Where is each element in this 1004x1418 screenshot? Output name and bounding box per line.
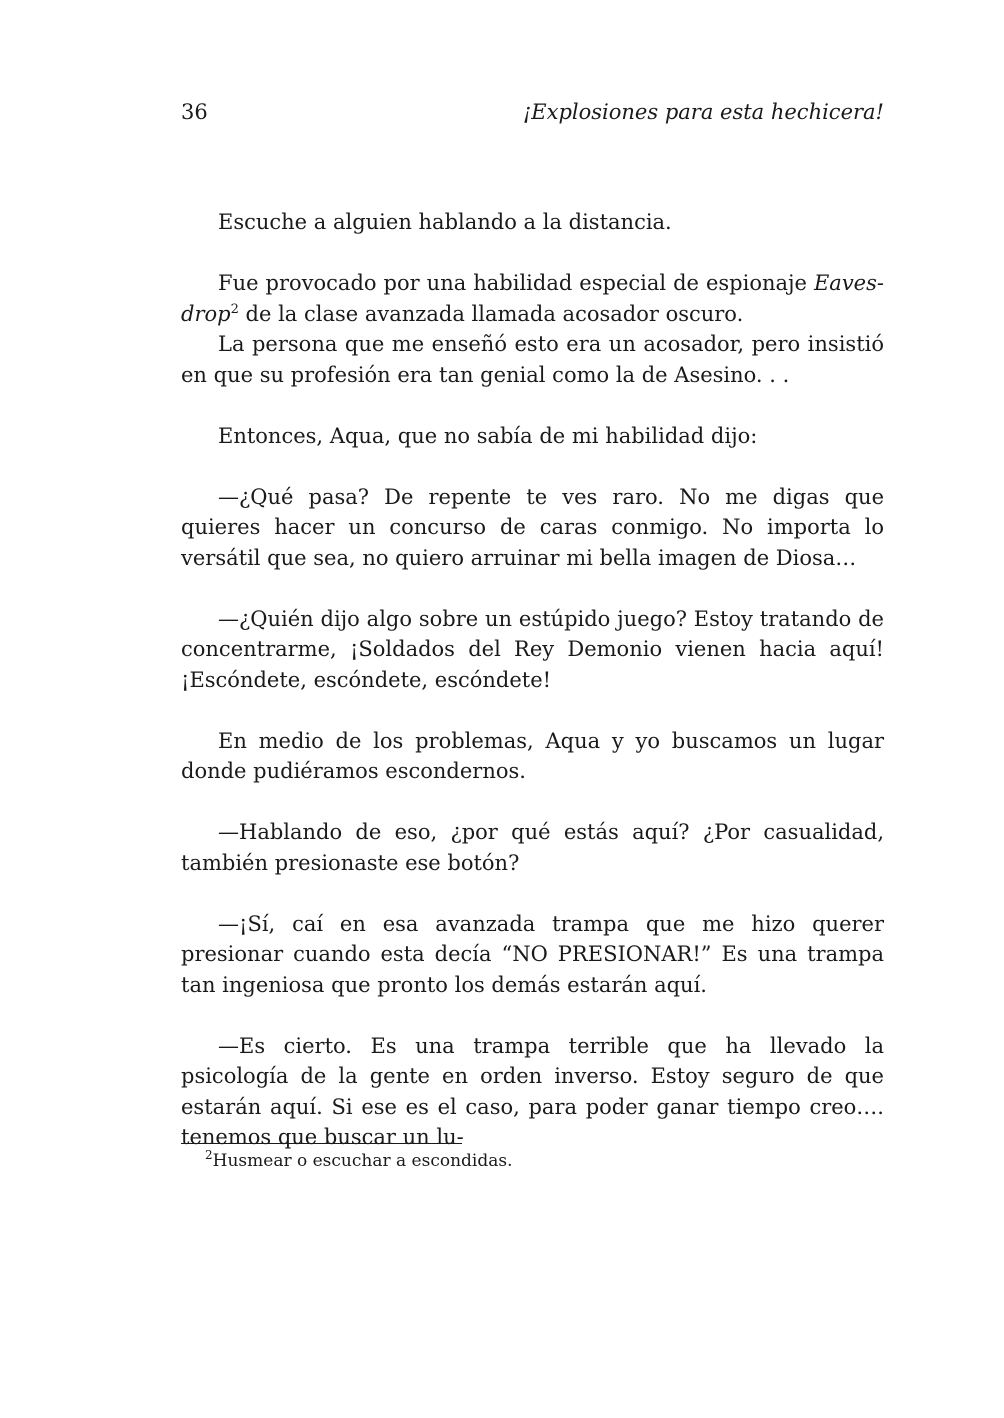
page-number: 36 — [181, 100, 208, 124]
running-title: ¡Explosiones para esta hechicera! — [522, 100, 884, 124]
page-header — [181, 100, 884, 134]
paragraph-2-text-after: de la clase avanzada llamada acosador oscuro. — [238, 301, 744, 326]
paragraph-8: —Hablando de eso, ¿por qué estás aquí? ¿Por casualidad, también presionaste ese botón? — [181, 820, 884, 875]
paragraph-1: Escuche a alguien hablando a la distancia. — [218, 210, 672, 234]
paragraph-6: —¿Quién dijo algo sobre un estúpido juego? Estoy tratando de concentrarme, ¡Soldados del Rey Demonio vienen hacia aquí! ¡Escóndete, escóndete, escóndete! — [181, 606, 884, 692]
footnote — [205, 1150, 513, 1172]
paragraph-3: La persona que me enseñó esto era un acosador, pero insistió en que su profesión era tan genial como la de Asesino. . . — [181, 332, 884, 387]
paragraph-4: Entonces, Aqua, que no sabía de mi habilidad dijo: — [218, 423, 758, 448]
footnote-marker: 2 — [205, 1148, 213, 1162]
footnote-divider — [181, 1143, 462, 1144]
footnote-reference: 2 — [230, 301, 239, 317]
paragraph-7: En medio de los problemas, Aqua y yo buscamos un lugar donde pudiéramos escondernos. — [181, 728, 884, 783]
body-text — [181, 207, 884, 1153]
italic-term: Eavesdrop — [181, 271, 884, 326]
paragraph-10: —Es cierto. Es una trampa terrible que ha llevado la psicología de la gente en orden inverso. Estoy seguro de que estarán aquí. Si ese es el caso, para poder ganar tiempo creo…. tenemos que buscar un lu- — [181, 1033, 884, 1149]
footnote-text: Husmear o escuchar a escondidas. — [212, 1151, 513, 1171]
paragraph-9: —¡Sí, caí en esa avanzada trampa que me hizo querer presionar cuando esta decía “NO PRESIONAR!” Es una trampa tan ingeniosa que pronto los demás estarán aquí. — [181, 911, 884, 997]
paragraph-5: —¿Qué pasa? De repente te ves raro. No me digas que quieres hacer un concurso de caras conmigo. No importa lo versátil que sea, no quiero arruinar mi bella imagen de Diosa… — [181, 484, 884, 570]
paragraph-2-text-before: Fue provocado por una habilidad especial de espionaje — [218, 271, 814, 295]
paragraph-2 — [181, 268, 884, 329]
book-page — [181, 0, 884, 1418]
